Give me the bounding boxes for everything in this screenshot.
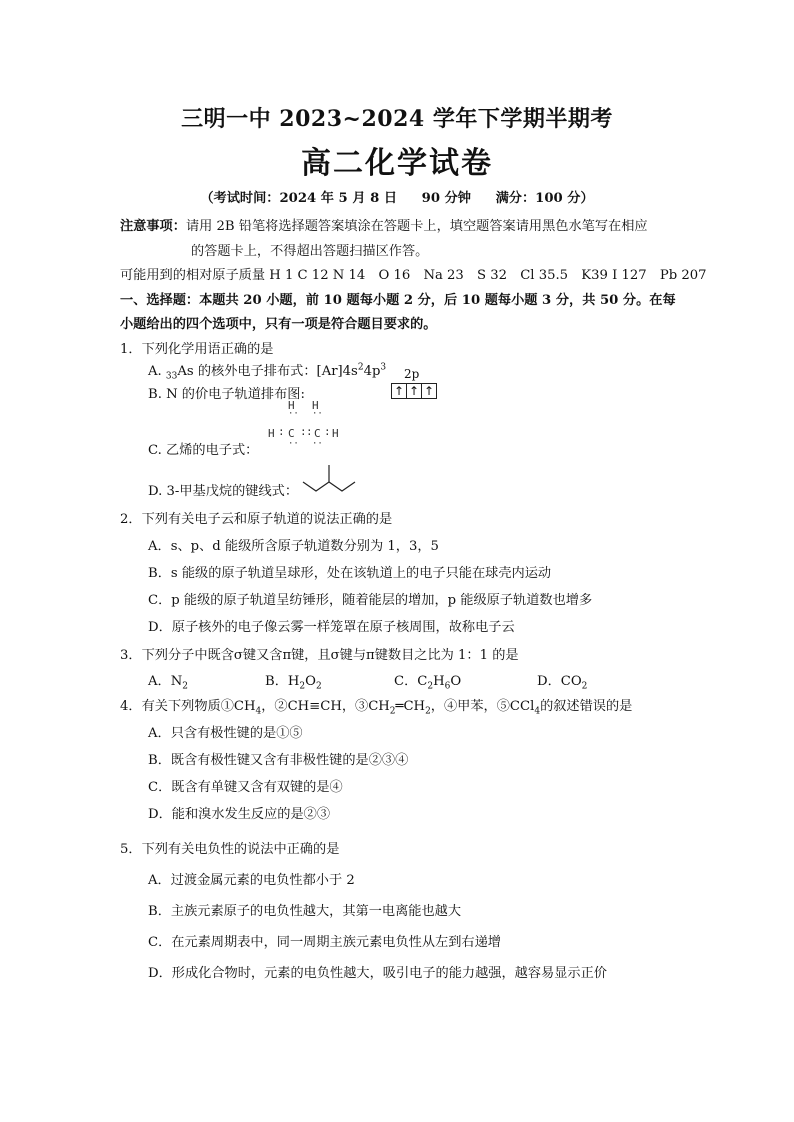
lewis-dots-cc1: : — [300, 425, 307, 438]
atomic-masses: 可能用到的相对原子质量 H 1 C 12 N 14 O 16 Na 23 S 32 Cl 35.5 K39 I 127 Pb 207 — [120, 268, 707, 283]
q1-stem: 1．下列化学用语正确的是 — [120, 342, 274, 357]
lewis-h-top1: H — [288, 399, 295, 412]
q4-option-c: C．既含有单键又含有双键的是④ — [148, 780, 343, 795]
q5-option-a: A．过渡金属元素的电负性都小于 2 — [148, 873, 355, 888]
lewis-dots-top1: ·· — [288, 409, 299, 419]
orbital-diagram — [391, 383, 437, 399]
q1-option-c: C. 乙烯的电子式： — [148, 443, 259, 458]
q4-option-b: B．既含有极性键又含有非极性键的是②③④ — [148, 753, 409, 768]
q2-option-d: D．原子核外的电子像云雾一样笼罩在原子核周围，故称电子云 — [148, 620, 515, 635]
q4-option-a: A．只含有极性键的是①⑤ — [148, 726, 303, 741]
lewis-dots-bottom1: ·· — [288, 439, 299, 449]
lewis-dot-left: : — [278, 425, 285, 438]
q2-stem: 2．下列有关电子云和原子轨道的说法正确的是 — [120, 512, 393, 527]
paper-title: 高二化学试卷 — [301, 146, 493, 181]
q5-option-c: C．在元素周期表中，同一周期主族元素电负性从左到右递增 — [148, 935, 501, 950]
full-score: 满分：100 分） — [495, 191, 594, 206]
q2-option-c: C．p 能级的原子轨道呈纺锤形，随着能层的增加，p 能级原子轨道数也增多 — [148, 593, 593, 608]
lewis-c2: C — [314, 427, 321, 440]
q3-stem: 3．下列分子中既含σ键又含π键，且σ键与π键数目之比为 1：1 的是 — [120, 648, 519, 663]
orbital-2p-label: 2p — [404, 367, 420, 381]
lewis-c1: C — [288, 427, 295, 440]
q4-option-d: D．能和溴水发生反应的是②③ — [148, 807, 331, 822]
q3-option-b: B．$H_2O_2$ — [265, 674, 322, 692]
3-methylpentane-skeletal-formula — [302, 462, 358, 494]
q3-option-a: A．$N_2$ — [148, 674, 188, 692]
exam-duration: 90 分钟 — [421, 191, 471, 206]
lewis-dots-top2: ·· — [312, 409, 323, 419]
school-exam-title: 三明一中 2023~2024 学年下学期半期考 — [181, 106, 613, 132]
q2-option-a: A．s、p、d 能级所含原子轨道数分别为 1，3，5 — [148, 539, 439, 554]
q3-option-d: D．$CO_2$ — [537, 674, 588, 692]
ethylene-lewis-structure — [266, 399, 350, 451]
section1-line1: 一、选择题：本题共 20 小题，前 10 题每小题 2 分，后 10 题每小题 3 分，共 50 分。在每 — [120, 293, 676, 308]
q4-stem: 4．有关下列物质$①CH_4$，②CH≡CH，$③CH_2═CH_2$，④甲苯，⑤CCl$_4$的叙述错误的是 — [120, 699, 633, 717]
lewis-dots-bottom2: ·· — [312, 439, 323, 449]
q1-option-b: B. N 的价电子轨道排布图: — [148, 387, 305, 402]
q1-option-a: A. $_{33}$As 的核外电子排布式：$[Ar]4s^24p^3$ — [148, 362, 387, 382]
exam-time: （考试时间：2024 年 5 月 8 日 — [200, 191, 398, 206]
orbital-box-2: ↑ — [407, 383, 422, 399]
lewis-h-right: H — [332, 427, 339, 440]
lewis-dot-right: : — [324, 425, 331, 438]
lewis-dots-cc2: : — [306, 425, 313, 438]
section1-line2: 小题给出的四个选项中，只有一项是符合题目要求的。 — [120, 317, 437, 332]
q5-option-d: D．形成化合物时，元素的电负性越大，吸引电子的能力越强，越容易显示正价 — [148, 966, 607, 981]
q3-option-c: C．$C_2H_6O$ — [394, 674, 462, 692]
orbital-box-3: ↑ — [422, 383, 437, 399]
q1-option-d: D. 3-甲基戊烷的键线式： — [148, 484, 299, 499]
notice-label: 注意事项： — [120, 219, 186, 234]
orbital-box-1: ↑ — [391, 383, 407, 399]
q5-option-b: B．主族元素原子的电负性越大，其第一电离能也越大 — [148, 904, 462, 919]
notice-line2: 的答题卡上，不得超出答题扫描区作答。 — [191, 244, 429, 259]
lewis-h-top2: H — [312, 399, 319, 412]
exam-info — [0, 187, 794, 206]
q2-option-b: B．s 能级的原子轨道呈球形，处在该轨道上的电子只能在球壳内运动 — [148, 566, 552, 581]
notice-text1: 请用 2B 铅笔将选择题答案填涂在答题卡上，填空题答案请用黑色水笔写在相应 — [185, 219, 648, 234]
q5-stem: 5．下列有关电负性的说法中正确的是 — [120, 842, 340, 857]
notice-line1 — [120, 215, 648, 234]
lewis-h-left: H — [268, 427, 275, 440]
